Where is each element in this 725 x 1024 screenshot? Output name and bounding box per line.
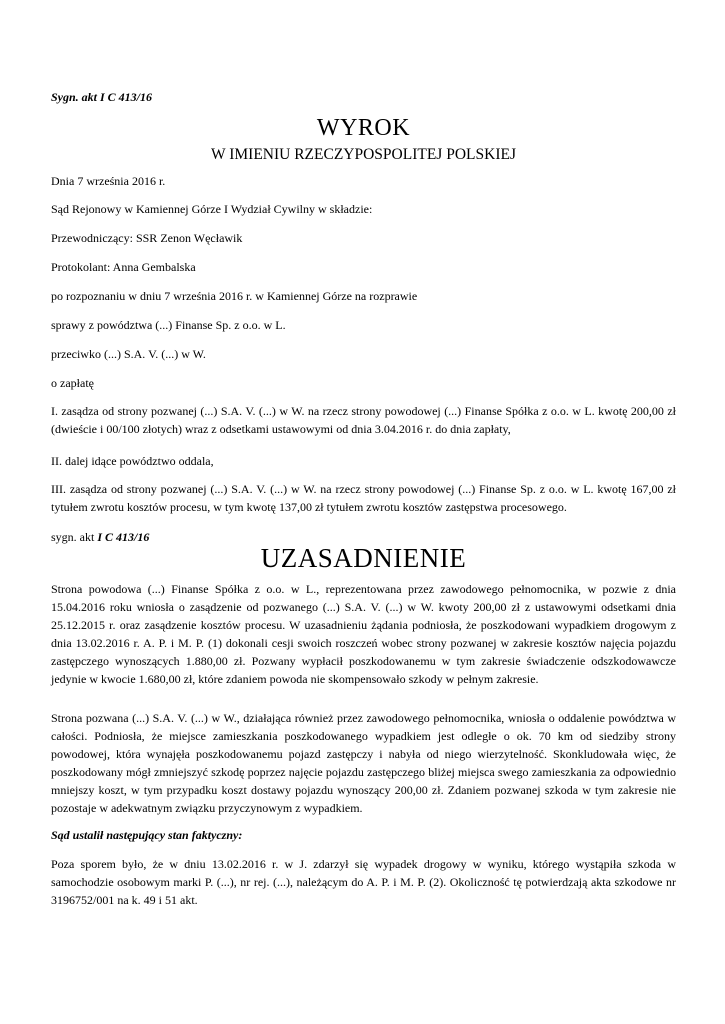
verdict-title: WYROK [316, 115, 411, 141]
verdict-subtitle: W IMIENIU RZECZYPOSPOLITEJ POLSKIEJ [211, 146, 516, 163]
justification-paragraph-2: Strona pozwana (...) S.A. V. (...) w W., działająca również przez zawodowego pełnomocnika, wniosła o oddalenie powództwa w całości. Podniosła, że miejsce zamieszkania poszkodowanego wypadkiem jest odległe o ok. 70 km od siedziby strony powodowej, która wynajęła poszkodowanemu pojazd zastępczy i nabyła od niego wierzytelność. Skonkludowała więc, że poszkodowany mógł zmniejszyć szkodę poprzez najęcie pojazdu zastępczego bliżej miejsca swego zamieszkania za odpowiednio mniejszy koszt, w tym przypadku koszt dostawy pojazdu wynoszący 200,00 zł. Zdaniem pozwanej szkoda w tym zakresie nie pozostaje w adekwatnym związku przyczynowym z wypadkiem. [51, 711, 676, 815]
facts-paragraph: Poza sporem było, że w dniu 13.02.2016 r. w J. zdarzył się wypadek drogowy w wyniku, którego wystąpiła szkoda w samochodzie osobowym marki P. (...), nr rej. (...), należącym do A. P. i M. P. (2). Okoliczność tę potwierdzają akta szkodowe nr 3196752/001 na k. 49 i 51 akt. [51, 857, 676, 907]
hearing-info: po rozpoznaniu w dniu 7 września 2016 r. w Kamiennej Górze na rozprawie [51, 289, 418, 303]
facts-heading: Sąd ustalił następujący stan faktyczny: [51, 828, 243, 842]
justification-title: UZASADNIENIE [260, 543, 467, 573]
presiding-judge: Przewodniczący: SSR Zenon Węcławik [51, 231, 243, 245]
signature-value: I C 413/16 [97, 530, 150, 544]
justification-paragraph-1: Strona powodowa (...) Finanse Spółka z o.o. w L., reprezentowana przez zawodowego pełnomocnika, w pozwie z dnia 15.04.2016 roku wniosła o zasądzenie od pozwanego (...) S.A. V. (...) w W. kwoty 200,00 zł z ustawowymi odsetkami dnia 25.12.2015 r. oraz zasądzenie kosztów procesu. W uzasadnieniu żądania podniosła, że poszkodowani wypadkiem drogowym z dnia 13.02.2016 r. A. P. i M. P. (1) dokonali cesji swoich roszczeń wobec strony pozwanej w zakresie kosztów najęcia pojazdu zastępczego wynoszących 1.880,00 zł. Pozwany wypłacił poszkodowanemu w tym zakresie świadczenie odszkodowawcze jedynie w kwocie 1.680,00 zł, które zdaniem powoda nie skompensowało szkody w pełnym zakresie. [51, 582, 676, 686]
court-composition: Sąd Rejonowy w Kamiennej Górze I Wydział Cywilny w składzie: [51, 202, 373, 216]
signature-prefix: sygn. akt [51, 530, 98, 544]
case-subject: o zapłatę [51, 376, 94, 390]
verdict-point-2: II. dalej idące powództwo oddala, [51, 454, 214, 468]
court-clerk: Protokolant: Anna Gembalska [51, 260, 196, 274]
verdict-point-3: III. zasądza od strony pozwanej (...) S.A. V. (...) w W. na rzecz strony powodowej (...) Finanse Sp. z o.o. w L. kwotę 167,00 zł tytułem zwrotu kosztów procesu, w tym kwotę 137,00 zł tytułem zwrotu kosztów zastępstwa procesowego. [51, 482, 676, 514]
defendant-line: przeciwko (...) S.A. V. (...) w W. [51, 347, 206, 361]
plaintiff-line: sprawy z powództwa (...) Finanse Sp. z o.o. w L. [51, 318, 286, 332]
verdict-point-1: I. zasądza od strony pozwanej (...) S.A. V. (...) w W. na rzecz strony powodowej (...) Finanse Spółka z o.o. w L. kwotę 200,00 zł (dwieście i 00/100 złotych) wraz z odsetkami ustawowymi od dnia 3.04.2016 r. do dnia zapłaty, [51, 404, 676, 436]
verdict-date: Dnia 7 września 2016 r. [51, 174, 166, 188]
case-signature: Sygn. akt I C 413/16 [51, 90, 153, 104]
